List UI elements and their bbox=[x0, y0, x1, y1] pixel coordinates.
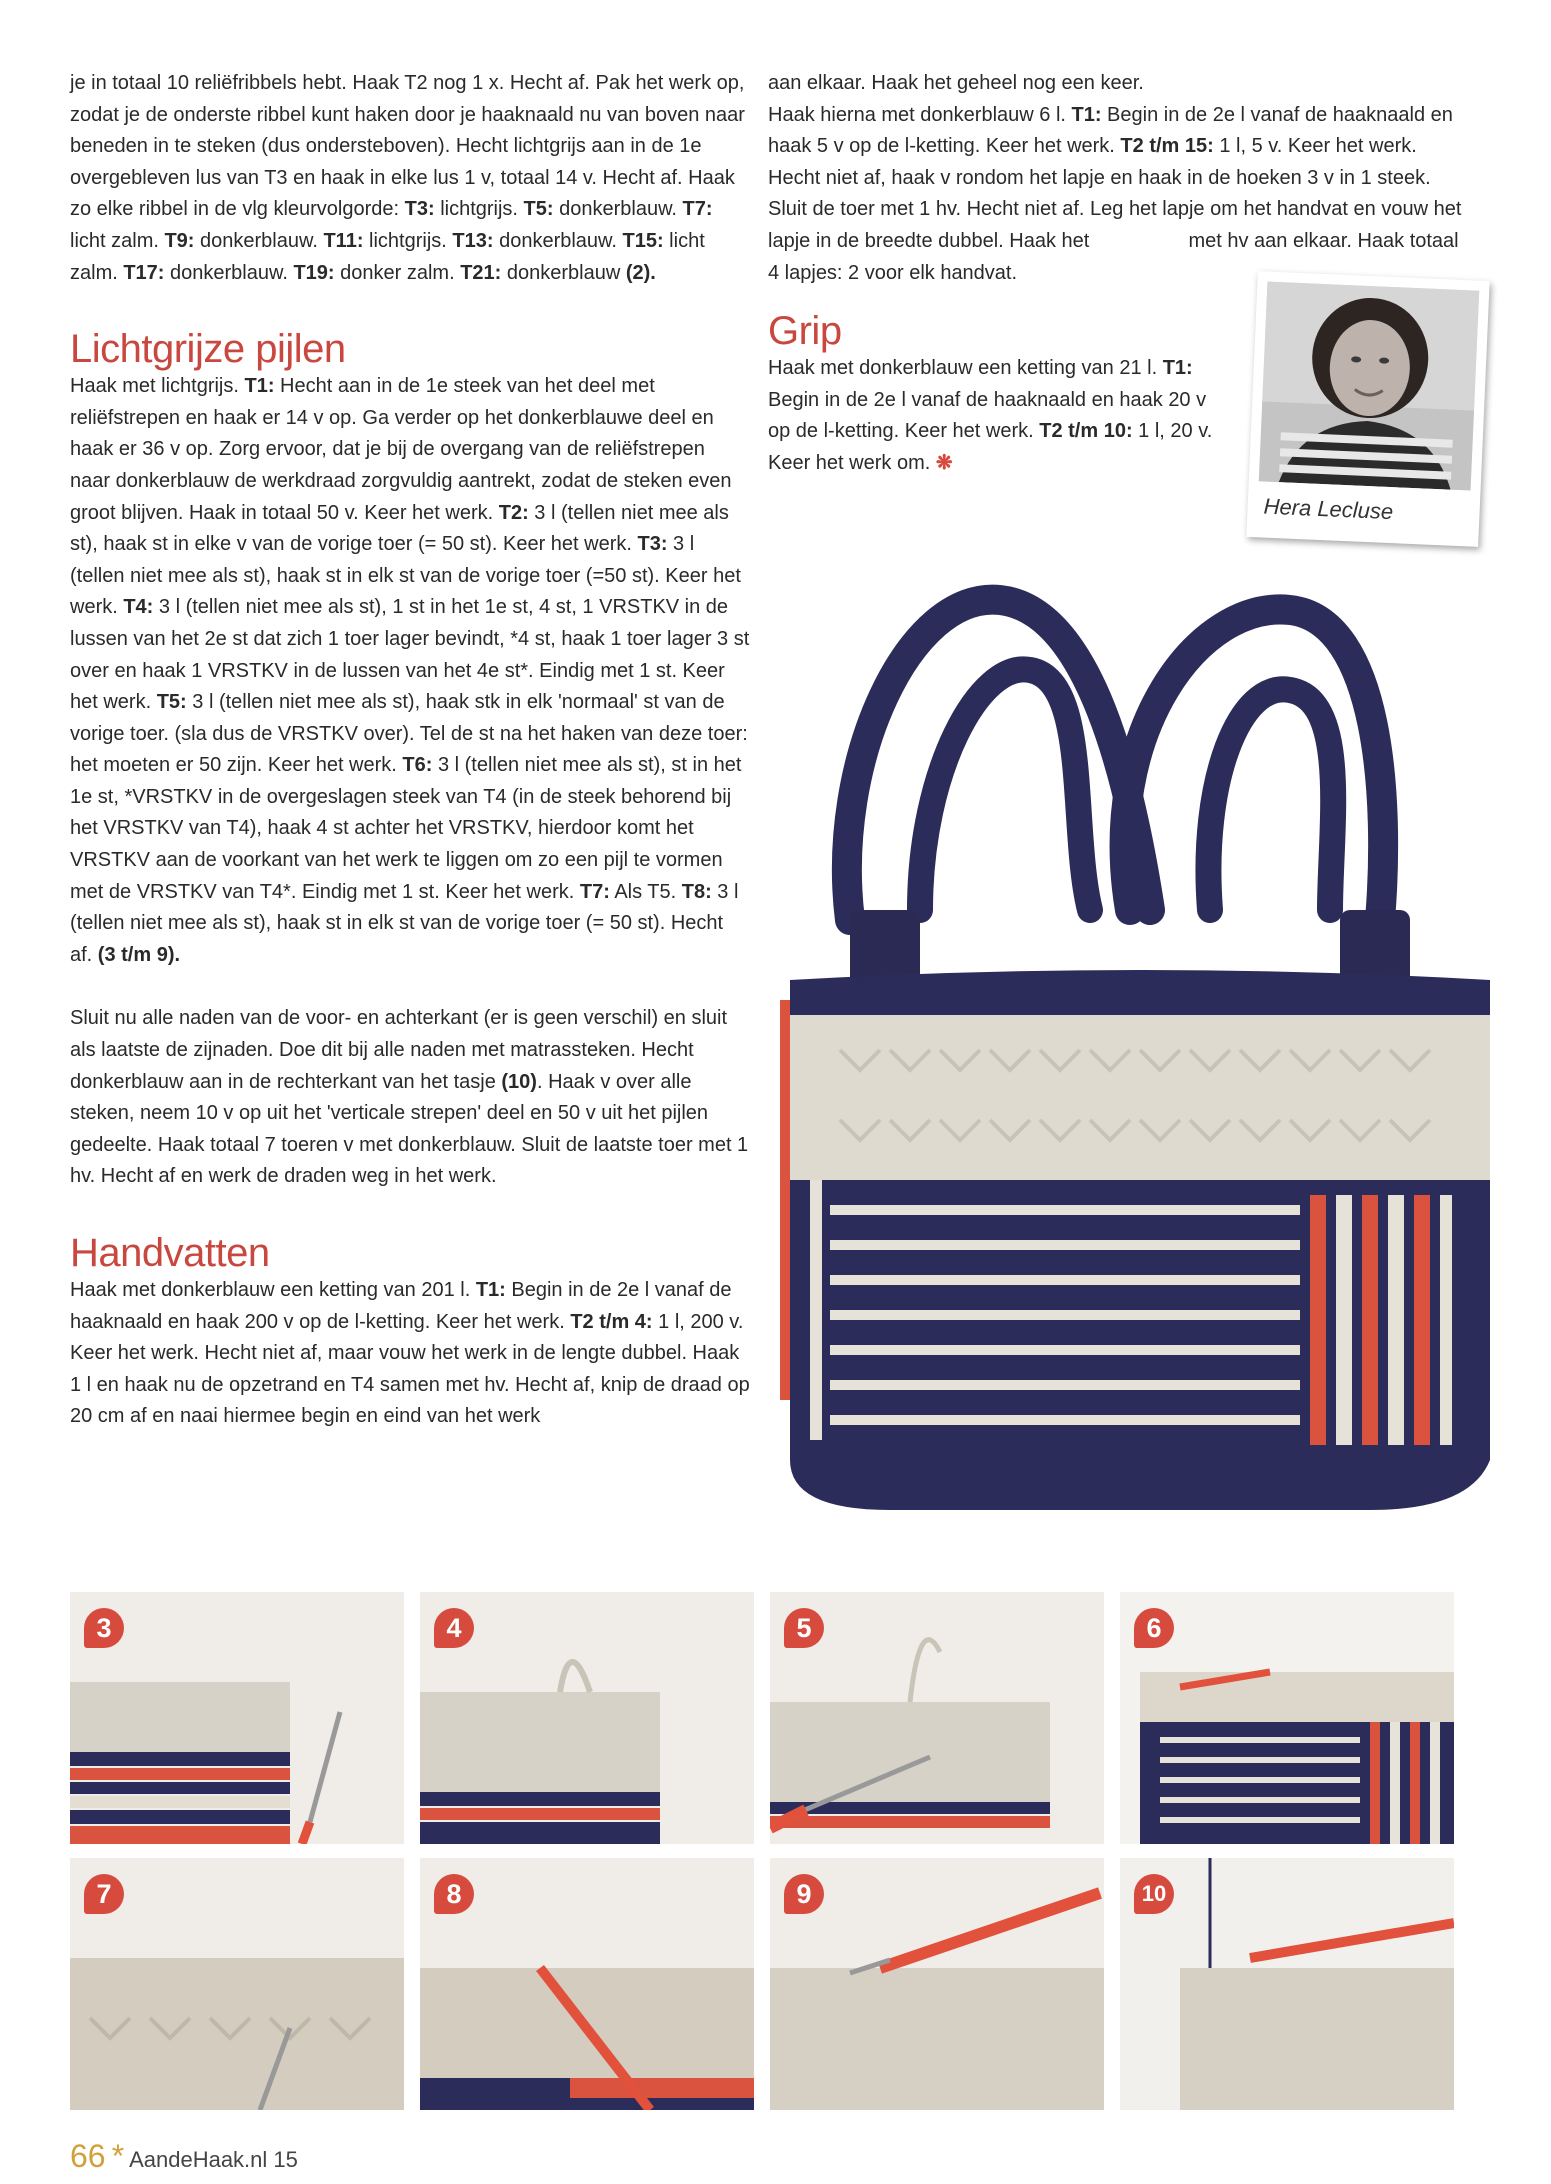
author-caption: Hera Lecluse bbox=[1263, 493, 1394, 525]
step-badge: 6 bbox=[1134, 1608, 1174, 1648]
bag-photo bbox=[770, 580, 1510, 1540]
site-name: AandeHaak.nl bbox=[129, 2147, 268, 2172]
left-column bbox=[70, 68, 750, 1433]
step-photo-7 bbox=[70, 1858, 404, 2110]
page-footer bbox=[70, 2138, 298, 2175]
right-intro-paragraph: aan elkaar. Haak het geheel nog een keer. Haak hierna met donkerblauw 6 l. T1: Begin in de 2e l vanaf de haaknaald en haak 5 v op de l-ketting. Keer het werk. T2 t/m 15: 1 l, 5 v. Keer het werk. Hecht niet af, haak v rondom het lapje en haak in de hoeken 3 v in 1 steek. Sluit de toer met 1 hv. Hecht niet af. Leg het lapje om het handvat en vouw het lapje in de breedte dubbel. Haak het met hv aan elkaar. Haak totaal 4 lapjes: 2 voor elk handvat. bbox=[768, 72, 1462, 284]
section-title-grip: Grip bbox=[768, 309, 842, 354]
step-photo-3 bbox=[70, 1592, 404, 1844]
step-photo-8 bbox=[420, 1858, 754, 2110]
page-number: 66 bbox=[70, 2138, 106, 2174]
step-badge: 9 bbox=[784, 1874, 824, 1914]
step-badge: 4 bbox=[434, 1608, 474, 1648]
step-badge: 5 bbox=[784, 1608, 824, 1648]
section-title-lichtgrijze-pijlen: Lichtgrijze pijlen bbox=[70, 327, 346, 372]
section1b-paragraph: Sluit nu alle naden van de voor- en achterkant (er is geen verschil) en sluit als laatste de zijnaden. Doe dit bij alle naden met matrassteken. Hecht donkerblauw aan in de rechterkant van het tasje (10). Haak v over alle steken, neem 10 v op uit het 'verticale strepen' deel en 50 v uit het pijlen gedeelte. Haak totaal 7 toeren v met donkerblauw. Sluit de laatste toer met 1 hv. Hecht af en werk de draden weg in het werk. bbox=[70, 1007, 749, 1188]
step-photo-9 bbox=[770, 1858, 1104, 2110]
grip-paragraph: Haak met donkerblauw een ketting van 21 l. T1: Begin in de 2e l vanaf de haaknaald en haak 20 v op de l-ketting. Keer het werk. T2 t/m 10: 1 l, 20 v. Keer het werk om. ❋ bbox=[768, 357, 1213, 474]
step-photo-4 bbox=[420, 1592, 754, 1844]
step-badge: 10 bbox=[1134, 1874, 1174, 1914]
step-badge: 8 bbox=[434, 1874, 474, 1914]
step-badge: 7 bbox=[84, 1874, 124, 1914]
flower-end-mark: ❋ bbox=[935, 451, 953, 474]
star-icon: * bbox=[111, 2138, 125, 2174]
step-photo-6 bbox=[1120, 1592, 1454, 1844]
step-badge: 3 bbox=[84, 1608, 124, 1648]
step-photo-5 bbox=[770, 1592, 1104, 1844]
author-photo bbox=[1259, 281, 1480, 490]
intro-paragraph: je in totaal 10 reliëfribbels hebt. Haak T2 nog 1 x. Hecht af. Pak het werk op, zodat je de onderste ribbel kunt haken door je haaknaald nu van boven naar beneden in te steken (dus ondersteboven). Hecht lichtgrijs aan in de 1e overgebleven lus van T3 en haak in elke lus 1 v, totaal 14 v. Hecht af. Haak zo elke ribbel in de vlg kleurvolgorde: T3: lichtgrijs. T5: donkerblauw. T7: licht zalm. T9: donkerblauw. T11: lichtgrijs. T13: donkerblauw. T15: licht zalm. T17: donkerblauw. T19: donker zalm. T21: donkerblauw (2). bbox=[70, 72, 745, 284]
issue-number: 15 bbox=[273, 2147, 298, 2172]
section1-paragraph: Haak met lichtgrijs. T1: Hecht aan in de 1e steek van het deel met reliëfstrepen en haak er 14 v op. Ga verder op het donkerblauwe deel en haak er 36 v op. Zorg ervoor, dat je bij de overgang van de reliëfstrepen naar donkerblauw de werkdraad zorgvuldig aantrekt, zodat de steken even groot blijven. Haak in totaal 50 v. Keer het werk. T2: 3 l (tellen niet mee als st), haak st in elke v van de vorige toer (= 50 st). Keer het werk. T3: 3 l (tellen niet mee als st), haak st in elk st van de vorige toer (=50 st). Keer het werk. T4: 3 l (tellen niet mee als st), 1 st in het 1e st, 4 st, 1 VRSTKV in de lussen van het 2e st dat zich 1 toer lager bevindt, *4 st, haak 1 toer lager 3 st over en haak 1 VRSTKV in de lussen van het 4e st*. Eindig met 1 st. Keer het werk. T5: 3 l (tellen niet mee als st), haak stk in elk 'normaal' st van de vorige toer. (sla dus de VRSTKV over). Tel de st na het haken van deze toer: het moeten er 50 zijn. Keer het werk. T6: 3 l (tellen niet mee als st), st in het 1e st, *VRSTKV in de overgeslagen steek van T4 (in de steek behorend bij het VRSTKV van T4), haak 4 st achter het VRSTKV, hierdoor komt het VRSTKV aan de voorkant van het werk te liggen om zo een pijl te vormen met de VRSTKV van T4*. Eindig met 1 st. Keer het werk. T7: Als T5. T8: 3 l (tellen niet mee als st), haak st in elk st van de vorige toer (= 50 st). Hecht af. (3 t/m 9). bbox=[70, 375, 750, 966]
section-title-handvatten: Handvatten bbox=[70, 1231, 270, 1275]
author-polaroid bbox=[1246, 271, 1489, 547]
section2-paragraph: Haak met donkerblauw een ketting van 201 l. T1: Begin in de 2e l vanaf de haaknaald en haak 200 v op de l-ketting. Keer het werk. T2 t/m 4: 1 l, 200 v. Keer het werk. Hecht niet af, maar vouw het werk in de lengte dubbel. Haak 1 l en haak nu de opzetrand en T4 samen met hv. Hecht af, knip de draad op 20 cm af en naai hiermee begin en eind van het werk bbox=[70, 1279, 750, 1428]
step-photo-10 bbox=[1120, 1858, 1454, 2110]
